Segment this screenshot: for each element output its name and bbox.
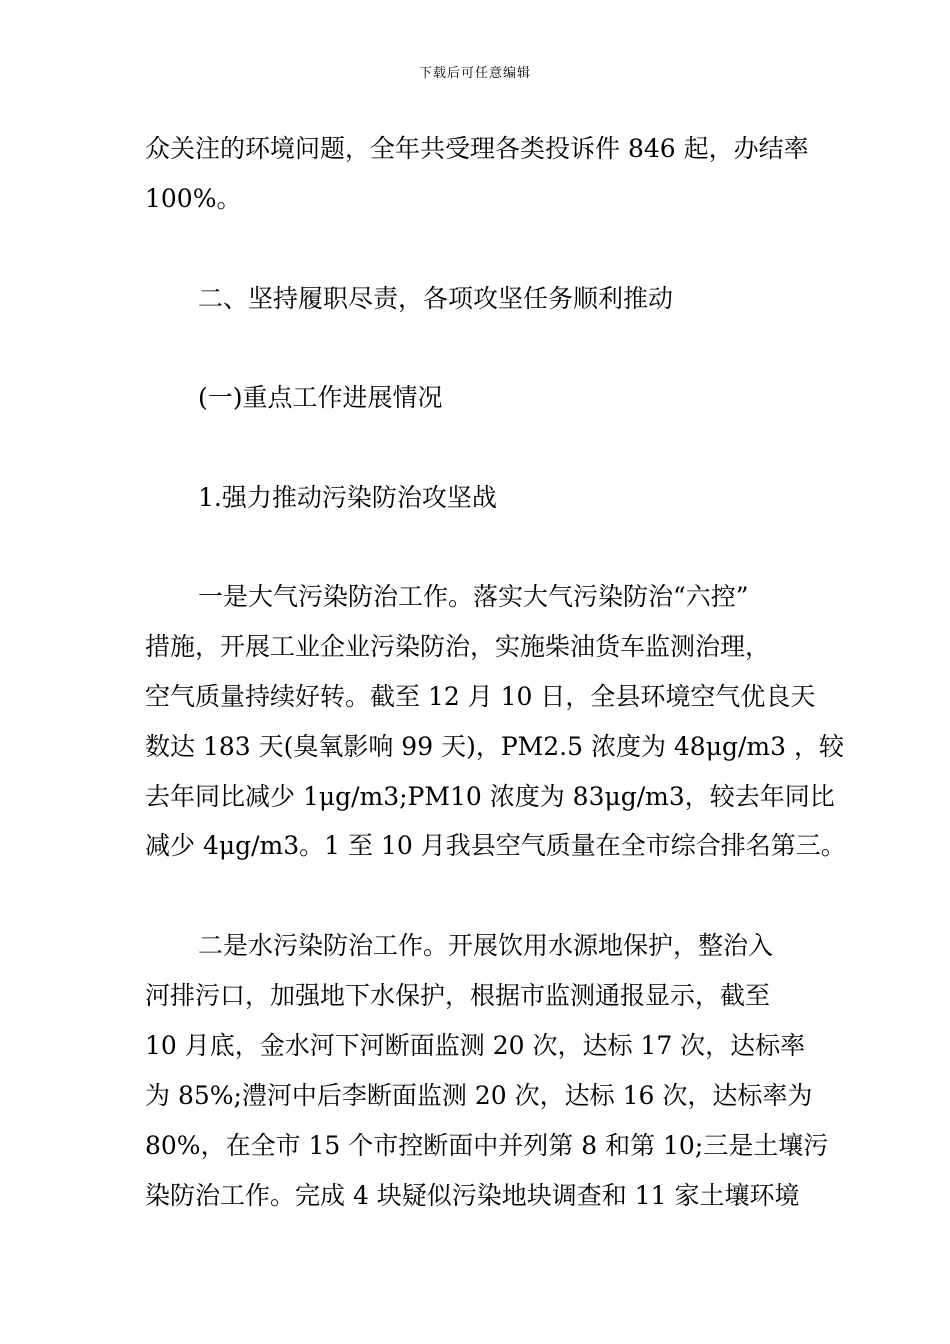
body-line: 众关注的环境问题，全年共受理各类投诉件 846 起，办结率 (145, 134, 809, 163)
body-line: 100%。 (145, 184, 242, 213)
item-heading: 1.强力推动污染防治攻坚战 (198, 483, 497, 512)
body-line: 10 月底，金水河下河断面监测 20 次，达标 17 次，达标率 (145, 1031, 806, 1060)
body-line: 染防治工作。完成 4 块疑似污染地块调查和 11 家土壤环境 (145, 1181, 800, 1210)
body-line: 减少 4μg/m3。1 至 10 月我县空气质量在全市综合排名第三。 (145, 831, 846, 860)
body-line: 河排污口，加强地下水保护，根据市监测通报显示，截至 (145, 981, 771, 1010)
body-line: 80%，在全市 15 个市控断面中并列第 8 和第 10;三是土壤污 (145, 1131, 829, 1160)
body-line: 数达 183 天(臭氧影响 99 天)，PM2.5 浓度为 48μg/m3 ，较 (145, 732, 844, 761)
subsection-heading: (一)重点工作进展情况 (198, 383, 443, 412)
body-line: 空气质量持续好转。截至 12 月 10 日，全县环境空气优良天 (145, 682, 816, 711)
body-line: 去年同比减少 1μg/m3;PM10 浓度为 83μg/m3，较去年同比 (145, 782, 835, 811)
body-line: 一是大气污染防治工作。落实大气污染防治“六控” (198, 582, 749, 611)
body-line: 为 85%;澧河中后李断面监测 20 次，达标 16 次，达标率为 (145, 1081, 813, 1110)
section-heading: 二、坚持履职尽责，各项攻坚任务顺利推动 (198, 284, 674, 313)
body-line: 二是水污染防治工作。开展饮用水源地保护，整治入 (198, 931, 774, 960)
header-note: 下载后可任意编辑 (418, 66, 531, 81)
body-line: 措施，开展工业企业污染防治，实施柴油货车监测治理， (145, 632, 771, 661)
